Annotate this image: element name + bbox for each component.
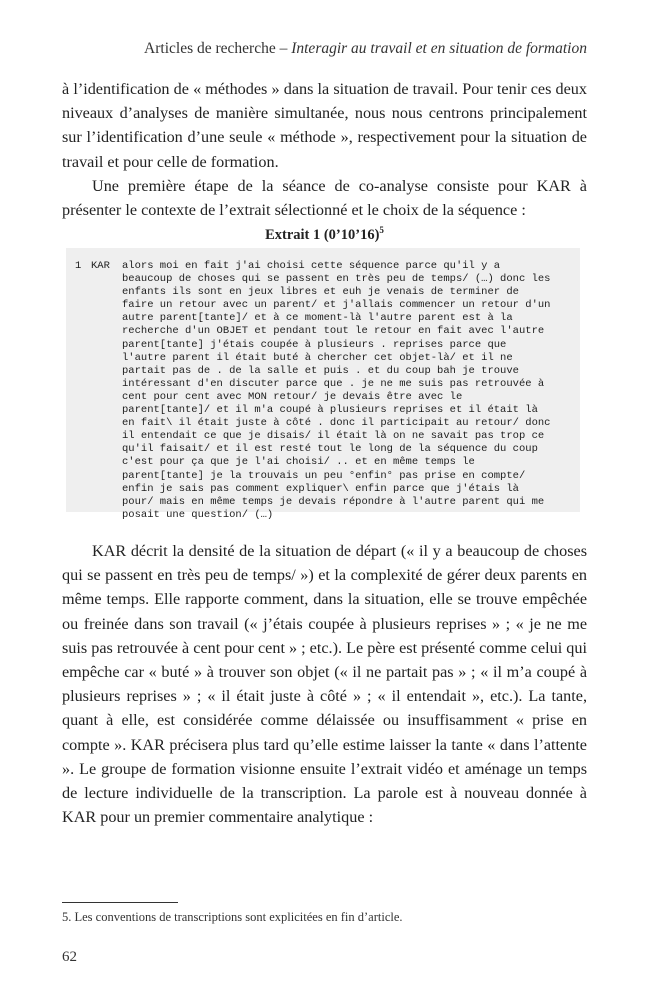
body-text-top: [62, 77, 587, 222]
transcript-box: [66, 248, 580, 521]
transcript-speech: alors moi en fait j'ai choisi cette séquence parce qu'il y a beaucoup de choses qui se passent en très peu de temps/ (…) donc les enfants ils sont en jeux libres et euh je venais de terminer de faire un retour avec un parent/ et j'allais commencer un retour d'un autre parent[tante]/ et à ce moment-là l'autre parent est à la recherche d'un OBJET et pendant tout le retour en fait avec l'autre parent[tante] j'étais coupée à plusieurs . reprises parce que l'autre parent il était buté à chercher cet objet-là/ et il ne partait pas de . de la salle et puis . et du coup bah je trouve intéressant d'en discuter parce que . je ne me suis pas retrouvée à cent pour cent avec MON retour/ je devais être avec le parent[tante]/ et il m'a coupé à plusieurs reprises et il était là en fait\ il était juste à côté . donc il participait au retour/ donc il entendait ce que je disais/ il était là on ne savait pas trop ce qu'il faisait/ et il est resté tout le long de la séquence du coup c'est pour ça que je l'ai choisi/ .. et en même temps le parent[tante] je la trouvais un peu °enfin° pas prise en compte/ enfin je sais pas comment expliquer\ enfin parce que j'étais là pour/ mais en même temps je devais répondre à l'autre parent qui me posait une question/ (…): [122, 260, 551, 521]
paragraph-1: à l’identification de « méthodes » dans la situation de travail. Pour tenir ces deux niveaux d’analyses de manière simultanée, nous nous centrons principalement sur l’identification d’une seule « méthode », respectivement pour la situation de travail et pour celle de formation.: [62, 80, 587, 171]
transcript: [75, 260, 576, 522]
extract-title-text: Extrait 1 (0’10’16): [265, 226, 380, 243]
transcript-line-number: 1: [75, 260, 82, 272]
footnote-ref: 5: [379, 225, 384, 235]
extract-title: [62, 225, 587, 244]
transcript-speaker: KAR: [91, 260, 110, 272]
paragraph-3: KAR décrit la densité de la situation de départ (« il y a beaucoup de choses qui se passent en très peu de temps/ ») et la complexité de gérer deux parents en même temps. Elle rapporte comment, dans la situation, elle se trouve empêchée ou freinée dans son travail (« j’étais coupée à plusieurs reprises » ; « je ne me suis pas retrouvée à cent pour cent » ; etc.). Le père est présenté comme celui qui empêche car « buté » à trouver son objet (« il ne partait pas » ; « il m’a coupé à plusieurs reprises » ; « il était juste à côté » ; « il entendait », etc.). La tante, quant à elle, est considérée comme délaissée ou insuffisamment « prise en compte ». KAR précisera plus tard qu’elle estime laisser la tante « dans l’attente ». Le groupe de formation visionne ensuite l’extrait vidéo et aménage un temps de lecture individuelle de la transcription. La parole est à nouveau donnée à KAR pour un premier commentaire analytique :: [62, 542, 587, 827]
body-text-bottom: [62, 539, 587, 829]
footnote: 5. Les conventions de transcriptions sont explicitées en fin d’article.: [62, 910, 403, 924]
page-number: 62: [62, 949, 77, 965]
running-head-title: Interagir au travail et en situation de formation: [291, 40, 587, 57]
footnote-divider: [62, 902, 178, 903]
running-head-section: Articles de recherche –: [144, 40, 288, 57]
paragraph-2: Une première étape de la séance de co-analyse consiste pour KAR à présenter le contexte de l’extrait sélectionné et le choix de la séquence :: [62, 176, 587, 220]
running-head: [62, 40, 587, 58]
